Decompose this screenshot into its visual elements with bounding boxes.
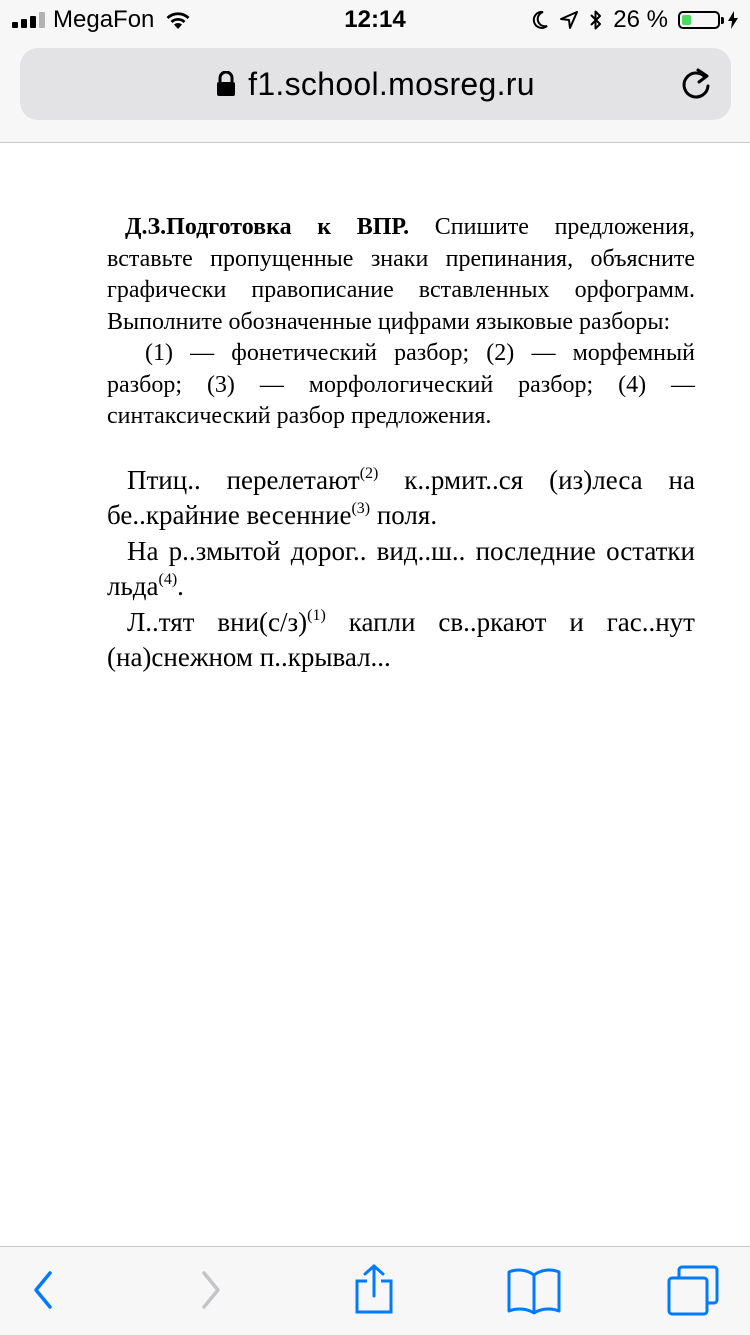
sentence-3-part-1: Л..тят вни(с/з) bbox=[127, 606, 308, 637]
sentence-1-marker-1: (2) bbox=[359, 464, 379, 482]
reload-icon[interactable] bbox=[679, 66, 713, 102]
lock-icon bbox=[216, 71, 236, 97]
tabs-icon[interactable] bbox=[666, 1265, 720, 1317]
sentence-1-marker-2: (3) bbox=[351, 500, 371, 517]
clock: 12:14 bbox=[344, 6, 406, 33]
share-icon[interactable] bbox=[352, 1263, 396, 1315]
task-instructions-text: Спишите предложения, вставьте пропущенные знаки препинания, объясните графически правописание вставленных орфограмм. Выполните обозначенные цифрами языковые разборы: bbox=[107, 214, 696, 335]
task-block bbox=[107, 212, 695, 433]
battery-icon bbox=[678, 11, 738, 29]
browser-navigation-area bbox=[0, 40, 750, 143]
sentence-1-part-2: к..рмит..ся (из)леса на бе..крайние весенние bbox=[107, 464, 695, 530]
url-text[interactable]: f1.school.mosreg.ru bbox=[248, 65, 535, 102]
sentence-1 bbox=[107, 463, 695, 534]
analysis-legend: (1) — фонетический разбор; (2) — морфемный разбор; (3) — морфологический разбор; (4) — синтаксический разбор предложения. bbox=[107, 340, 695, 429]
sentence-3-marker-1: (1) bbox=[307, 606, 326, 624]
sentence-3-part-2: капли св..ркают и гас..нут (на)снежном п..крывал... bbox=[107, 606, 695, 672]
task-title: Д.З.Подготовка к ВПР. bbox=[125, 214, 410, 240]
back-icon[interactable] bbox=[28, 1267, 58, 1313]
exercise-sentences bbox=[107, 463, 695, 676]
sentence-3 bbox=[107, 605, 695, 676]
sentence-1-part-1: Птиц.. перелетают bbox=[127, 464, 360, 495]
location-arrow-icon bbox=[559, 10, 579, 30]
battery-level-fill bbox=[682, 15, 691, 25]
sentence-2-part-2: . bbox=[177, 571, 184, 601]
address-bar[interactable] bbox=[20, 48, 731, 120]
sentence-2-marker-1: (4) bbox=[158, 571, 178, 588]
sentence-1-part-3: поля. bbox=[370, 500, 438, 530]
do-not-disturb-moon-icon bbox=[531, 10, 549, 30]
document-content bbox=[107, 212, 695, 676]
sentence-2 bbox=[107, 534, 695, 605]
browser-toolbar bbox=[0, 1246, 750, 1335]
task-instructions bbox=[107, 212, 695, 338]
carrier-name: MegaFon bbox=[53, 6, 155, 33]
battery-percent: 26 % bbox=[613, 6, 668, 33]
bluetooth-icon bbox=[589, 9, 603, 31]
status-bar bbox=[0, 0, 750, 40]
bookmarks-icon[interactable] bbox=[506, 1267, 562, 1315]
forward-icon[interactable] bbox=[196, 1267, 226, 1313]
charging-bolt-icon bbox=[728, 11, 738, 29]
sentence-2-part-1: На р..змытой дорог.. вид..ш.. последние остатки льда bbox=[107, 535, 695, 601]
